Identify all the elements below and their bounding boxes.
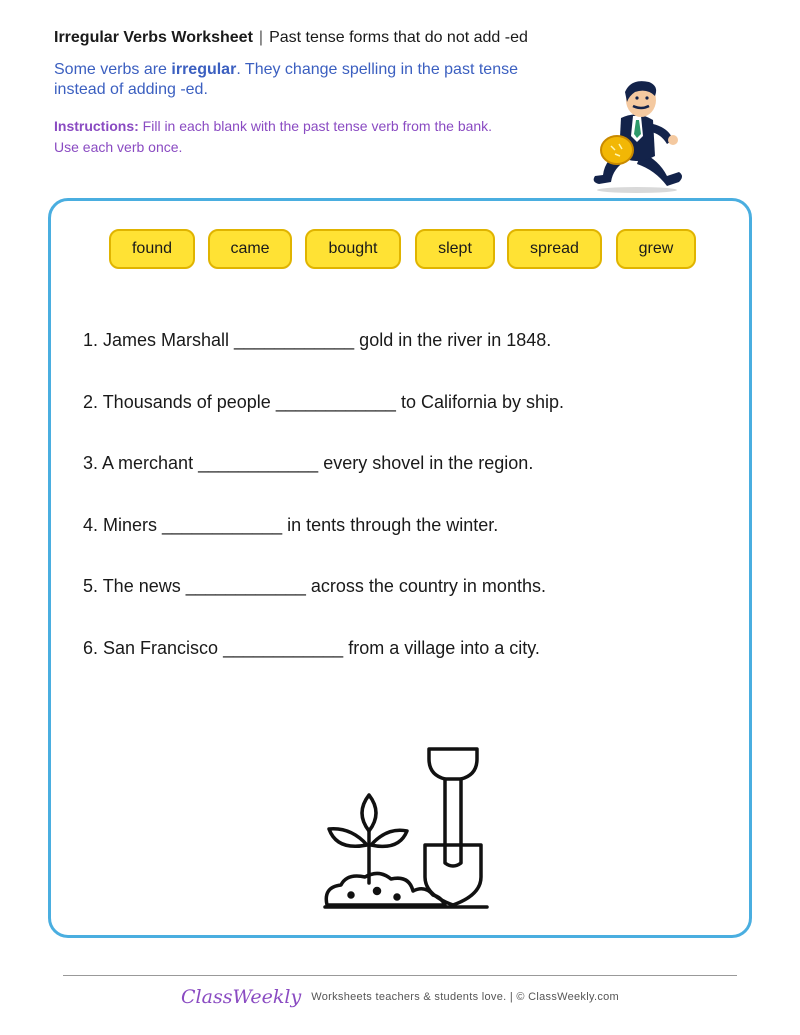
question-item: 4. Miners ____________ in tents through the winter. bbox=[83, 514, 499, 535]
instructions-label: Instructions: bbox=[54, 118, 139, 134]
word-chip: bought bbox=[305, 229, 401, 269]
question-item: 6. San Francisco ____________ from a village into a city. bbox=[83, 637, 540, 658]
intro-before: Some verbs are bbox=[54, 61, 172, 78]
word-chip: grew bbox=[616, 229, 696, 269]
worksheet-panel bbox=[48, 198, 752, 938]
word-chip: found bbox=[109, 229, 195, 269]
intro-text bbox=[54, 60, 554, 100]
question-item: 1. James Marshall ____________ gold in the river in 1848. bbox=[83, 330, 552, 350]
word-chip: spread bbox=[507, 229, 602, 269]
footer-text: Worksheets teachers & students love. | © ClassWeekly.com bbox=[311, 991, 619, 1003]
footer-divider bbox=[63, 975, 737, 976]
word-bank bbox=[109, 229, 699, 271]
brand-logo: ClassWeekly bbox=[181, 986, 302, 1008]
word-chip: slept bbox=[415, 229, 495, 269]
intro-bold: irregular bbox=[171, 61, 237, 78]
title-separator: | bbox=[258, 29, 264, 46]
shovel-plant-icon bbox=[321, 745, 491, 915]
worksheet-subtitle: Past tense forms that do not add -ed bbox=[269, 29, 528, 46]
worksheet-header bbox=[54, 28, 574, 158]
intro-after: . They change spelling in the past tense instead of adding -ed. bbox=[54, 61, 518, 98]
worksheet-title: Irregular Verbs Worksheet bbox=[54, 29, 253, 46]
instructions-text: Fill in each blank with the past tense verb from the bank. Use each verb once. bbox=[54, 118, 493, 155]
question-item: 2. Thousands of people ____________ to California by ship. bbox=[83, 391, 565, 412]
instructions bbox=[54, 116, 514, 158]
word-chip: came bbox=[208, 229, 292, 269]
footer bbox=[0, 986, 800, 1008]
question-item: 5. The news ____________ across the country in months. bbox=[83, 576, 546, 596]
question-item: 3. A merchant ____________ every shovel in the region. bbox=[83, 453, 534, 473]
running-man-icon bbox=[575, 80, 695, 195]
title-line bbox=[54, 28, 574, 48]
question-list bbox=[83, 327, 723, 696]
